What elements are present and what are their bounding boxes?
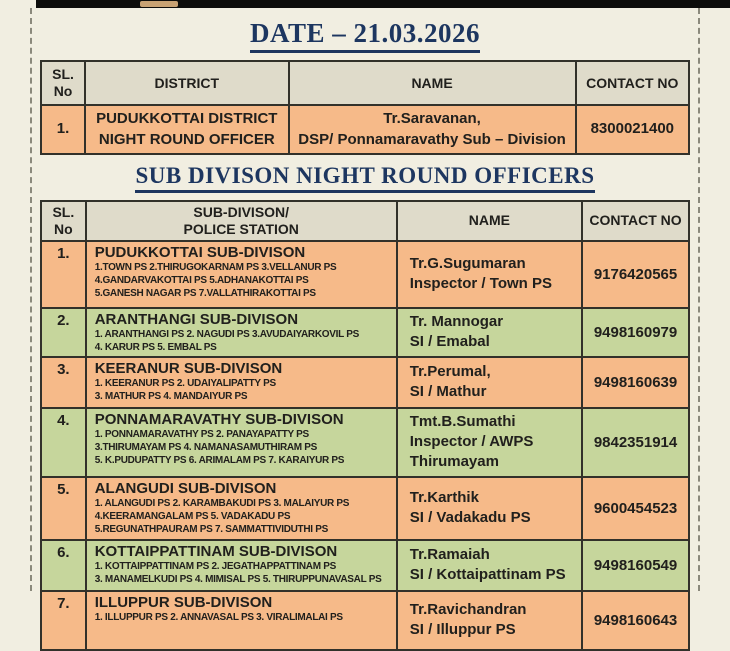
table-row	[41, 591, 689, 650]
cell-officer-name: Tr.Ramaiah SI / Kottaipattinam PS	[397, 540, 582, 591]
cell-sl-no: 3.	[41, 357, 86, 408]
cell-contact-no: 9498160639	[582, 357, 689, 408]
header-sl-no: SL. No	[41, 201, 86, 241]
cell-officer-name: Tr.Ravichandran SI / Illuppur PS	[397, 591, 582, 650]
cell-contact-no: 9842351914	[582, 408, 689, 477]
page-right-dashed-border	[698, 8, 700, 591]
header-sl-no: SL. No	[41, 61, 85, 105]
cell-contact-no: 8300021400	[576, 105, 689, 154]
subdivision-title: KOTTAIPPATTINAM SUB-DIVISON	[94, 542, 338, 560]
cell-contact-no: 9600454523	[582, 477, 689, 540]
subdivision-title: ALANGUDI SUB-DIVISON	[94, 479, 277, 497]
table-row	[41, 540, 689, 591]
cell-contact-no: 9498160549	[582, 540, 689, 591]
table-row	[41, 357, 689, 408]
cell-sl-no: 1.	[41, 105, 85, 154]
cell-contact-no: 9176420565	[582, 241, 689, 308]
cell-contact-no: 9498160643	[582, 591, 689, 650]
photo-strip	[36, 0, 730, 8]
header-name: NAME	[397, 201, 582, 241]
header-district: DISTRICT	[85, 61, 288, 105]
notice-page	[40, 8, 690, 651]
district-table-header-row	[41, 61, 689, 105]
cell-officer-name: Tr.G.Sugumaran Inspector / Town PS	[397, 241, 582, 308]
subdivision-officer-table	[40, 200, 690, 651]
cell-subdivision: PONNAMARAVATHY SUB-DIVISON 1. PONNAMARAVATHY PS 2. PANAYAPATTY PS 3.THIRUMAYAM PS 4. NAMANASAMUTHIRAM PS 5. K.PUDUPATTY PS 6. ARIMALAM PS 7. KARAIYUR PS	[86, 408, 397, 477]
district-officer-table	[40, 60, 690, 155]
subdivision-table-header-row	[41, 201, 689, 241]
section-heading	[40, 163, 690, 193]
header-name: NAME	[289, 61, 576, 105]
cell-district: PUDUKKOTTAI DISTRICT NIGHT ROUND OFFICER	[85, 105, 288, 154]
cell-officer-name: Tr.Karthik SI / Vadakadu PS	[397, 477, 582, 540]
date-title-text: DATE – 21.03.2026	[250, 18, 480, 53]
photo-strip-artifact	[140, 1, 178, 7]
cell-contact-no: 9498160979	[582, 308, 689, 357]
cell-sl-no: 1.	[41, 241, 86, 308]
section-heading-text: SUB DIVISON NIGHT ROUND OFFICERS	[135, 163, 594, 193]
cell-officer-name: Tr.Perumal, SI / Mathur	[397, 357, 582, 408]
cell-officer-name: Tr. Mannogar SI / Emabal	[397, 308, 582, 357]
cell-sl-no: 5.	[41, 477, 86, 540]
page-left-dashed-border	[30, 8, 32, 591]
table-row	[41, 308, 689, 357]
table-row	[41, 477, 689, 540]
subdivision-title: PONNAMARAVATHY SUB-DIVISON	[94, 410, 344, 428]
cell-subdivision: KEERANUR SUB-DIVISON 1. KEERANUR PS 2. UDAIYALIPATTY PS 3. MATHUR PS 4. MANDAIYUR PS	[86, 357, 397, 408]
table-row	[41, 408, 689, 477]
cell-subdivision: KOTTAIPPATTINAM SUB-DIVISON 1. KOTTAIPPATTINAM PS 2. JEGATHAPPATTINAM PS 3. MANAMELKUDI PS 4. MIMISAL PS 5. THIRUPPUNAVASAL PS	[86, 540, 397, 591]
cell-sl-no: 2.	[41, 308, 86, 357]
cell-subdivision: ARANTHANGI SUB-DIVISON 1. ARANTHANGI PS 2. NAGUDI PS 3.AVUDAIYARKOVIL PS 4. KARUR PS 5. EMBAL PS	[86, 308, 397, 357]
header-contact-no: CONTACT NO	[576, 61, 689, 105]
subdivision-title: PUDUKKOTTAI SUB-DIVISON	[94, 243, 306, 261]
table-row	[41, 241, 689, 308]
district-table-row	[41, 105, 689, 154]
header-contact-no: CONTACT NO	[582, 201, 689, 241]
subdivision-title: KEERANUR SUB-DIVISON	[94, 359, 283, 377]
cell-subdivision: PUDUKKOTTAI SUB-DIVISON 1.TOWN PS 2.THIRUGOKARNAM PS 3.VELLANUR PS 4.GANDARVAKOTTAI PS 5.ADHANAKOTTAI PS 5.GANESH NAGAR PS 7.VALLATHIRAKOTTAI PS	[86, 241, 397, 308]
subdivision-title: ILLUPPUR SUB-DIVISON	[94, 593, 273, 611]
cell-sl-no: 7.	[41, 591, 86, 650]
date-title	[40, 18, 690, 53]
cell-subdivision: ILLUPPUR SUB-DIVISON 1. ILLUPPUR PS 2. ANNAVASAL PS 3. VIRALIMALAI PS	[86, 591, 397, 650]
subdivision-title: ARANTHANGI SUB-DIVISON	[94, 310, 299, 328]
header-subdivision-police-station: SUB-DIVISON/ POLICE STATION	[86, 201, 397, 241]
cell-sl-no: 6.	[41, 540, 86, 591]
cell-officer-name: Tr.Saravanan, DSP/ Ponnamaravathy Sub – Division	[289, 105, 576, 154]
cell-subdivision: ALANGUDI SUB-DIVISON 1. ALANGUDI PS 2. KARAMBAKUDI PS 3. MALAIYUR PS 4.KEERAMANGALAM PS 5. VADAKADU PS 5.REGUNATHPAURAM PS 7. SAMMATTIVIDUTHI PS	[86, 477, 397, 540]
cell-officer-name: Tmt.B.Sumathi Inspector / AWPS Thirumayam	[397, 408, 582, 477]
cell-sl-no: 4.	[41, 408, 86, 477]
